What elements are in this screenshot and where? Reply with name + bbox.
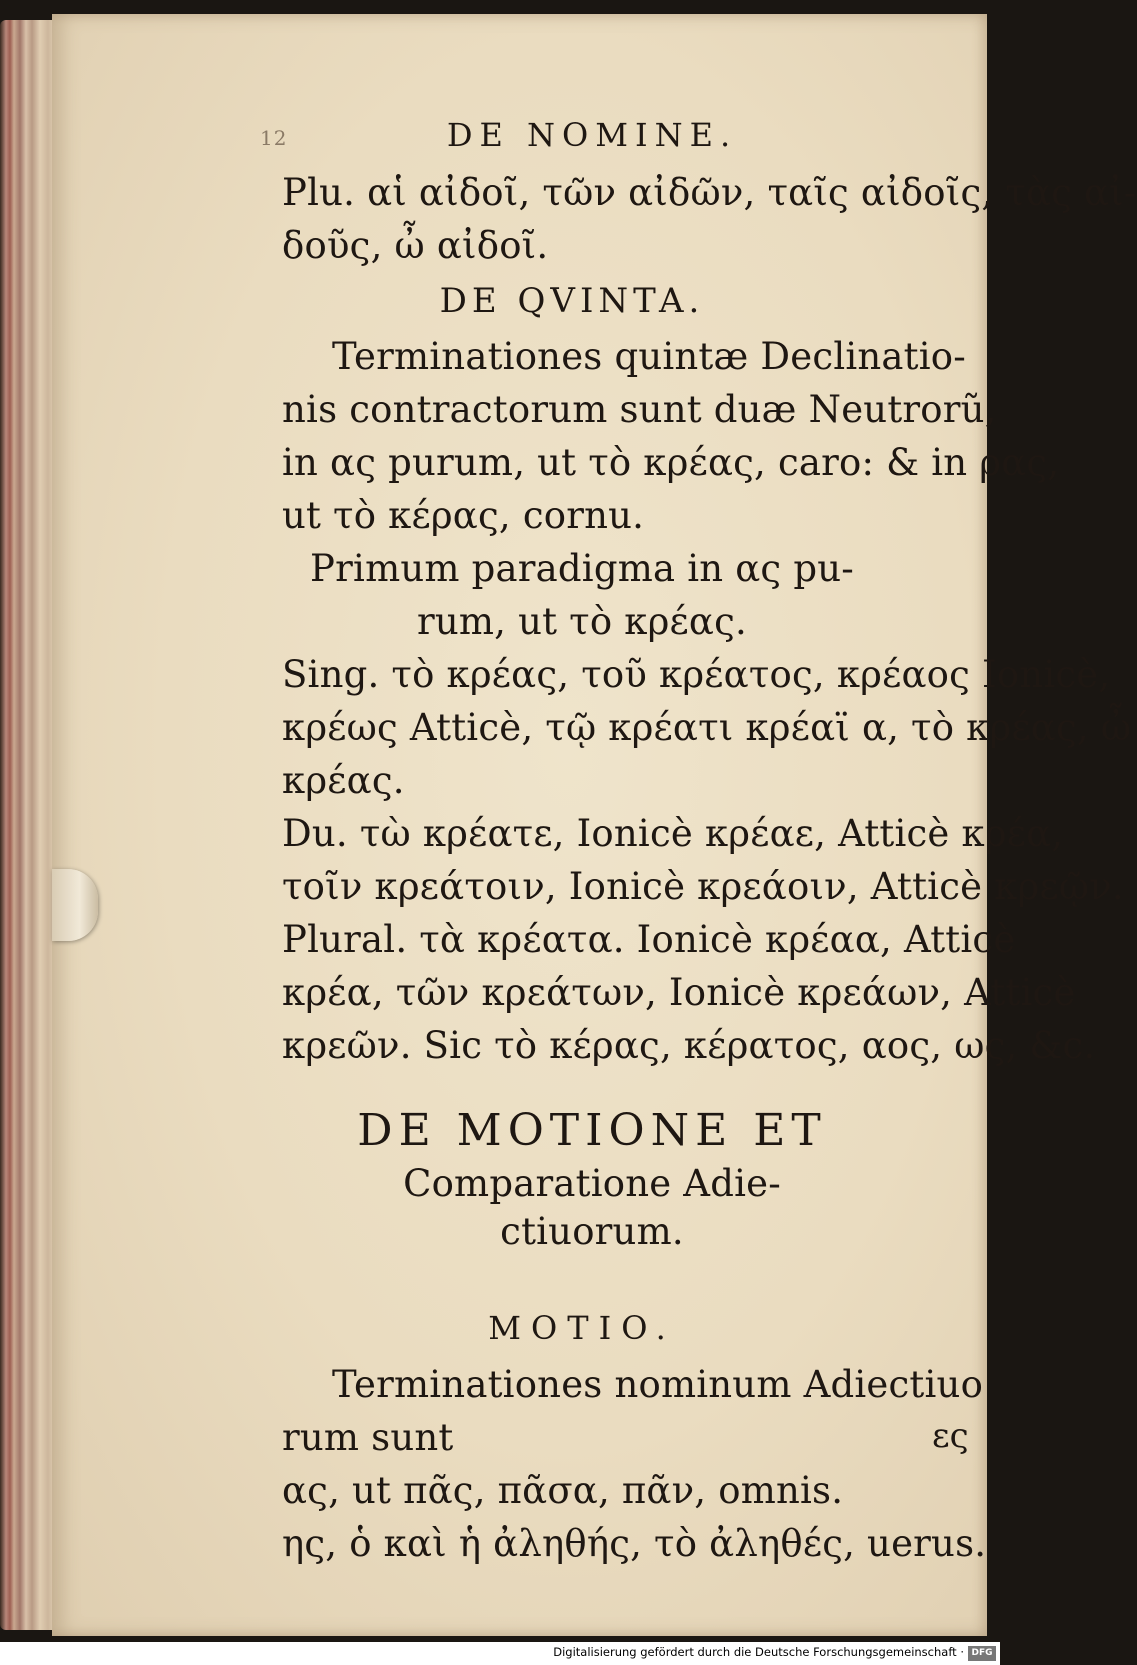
intro-line-1: Terminationes quintæ Declinatio- — [332, 335, 966, 378]
motion-heading: DE MOTIONE ET — [357, 1105, 827, 1156]
intro-line-4: ut τὸ κέρας, cornu. — [282, 494, 645, 537]
motion-sub-2: ctiuorum. — [500, 1210, 684, 1253]
running-head: DE NOMINE. — [446, 116, 738, 154]
paradigm-line-1: Sing. τὸ κρέας, τοῦ κρέατος, κρέαος Ionicè, — [282, 653, 1111, 696]
motio-line-3: ας, ut πᾶς, πᾶσα, πᾶν, omnis. — [282, 1469, 844, 1512]
paradigm-line-5: τοῖν κρεάτοιν, Ionicè κρεάοιν, Atticè κρεῷν. — [282, 865, 1124, 908]
paradigm-line-7: κρέα, τῶν κρεάτων, Ionicè κρεάων, Atticè — [282, 971, 1076, 1014]
plural-line-1: Plu. αἱ αἰδοῖ, τῶν αἰδῶν, ταῖς αἰδοῖς, τὰς αἰ- — [282, 171, 1137, 214]
dfg-logo-icon: DFG — [968, 1646, 996, 1661]
page-clasp — [52, 869, 98, 941]
paradigm-heading-2: rum, ut τὸ κρέας. — [416, 600, 747, 643]
paradigm-line-3: κρέας. — [282, 759, 405, 802]
intro-line-2: nis contractorum sunt duæ Neutrorũ, — [282, 388, 997, 431]
motio-line-1: Terminationes nominum Adiectiuo — [332, 1363, 984, 1406]
page-number: 12 — [260, 126, 288, 150]
paradigm-line-6: Plural. τὰ κρέατα. Ionicè κρέαα, Atticè — [282, 918, 1016, 961]
paradigm-line-4: Du. τὼ κρέατε, Ionicè κρέαε, Atticè κρέα, — [282, 812, 1064, 855]
paradigm-line-2: κρέως Atticè, τῷ κρέατι κρέαϊ α, τὸ κρέας, ὦ — [282, 706, 1132, 749]
text-block — [282, 109, 1137, 1570]
book-page — [52, 14, 1137, 1636]
motio-line-4: ης, ὁ καὶ ἡ ἀληθής, τὸ ἀληθές, uerus. — [282, 1522, 987, 1565]
footer-credit: Digitalisierung gefördert durch die Deutsche Forschungsgemeinschaft · — [553, 1645, 964, 1659]
section-heading: DE QVINTA. — [439, 281, 705, 321]
digitization-footer — [0, 1642, 1000, 1665]
paradigm-line-8: κρεῶν. Sic τὸ κέρας, κέρατος, αος, ως, &c. — [282, 1024, 1096, 1067]
catchword: ες — [932, 1416, 969, 1456]
intro-line-3: in ας purum, ut τὸ κρέας, caro: & in ρας, — [282, 441, 1060, 484]
motion-sub-1: Comparatione Adie- — [403, 1162, 781, 1205]
motio-line-2: rum sunt — [282, 1416, 454, 1459]
paradigm-heading-1: Primum paradigma in ας pu- — [310, 547, 854, 590]
book-fore-edge — [0, 20, 60, 1630]
motio-heading: MOTIO. — [488, 1309, 676, 1347]
plural-line-2: δοῦς, ὦ αἰδοῖ. — [282, 224, 549, 267]
